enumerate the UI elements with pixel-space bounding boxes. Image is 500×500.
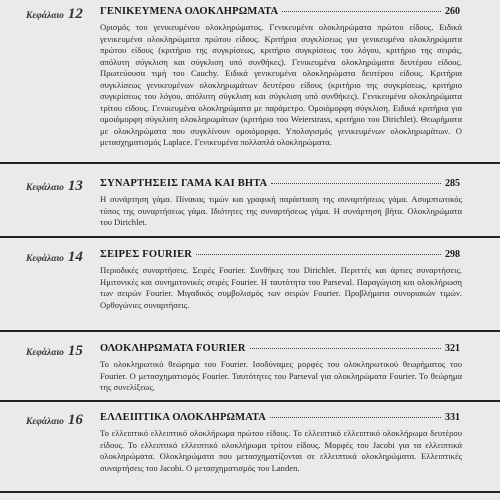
chapter-title: ΕΛΛΕΙΠΤΙΚΑ ΟΛΟΚΛΗΡΩΜΑΤΑ	[100, 412, 267, 423]
chapter-summary: Το ολοκληρωτικό θεώρημα του Fourier. Ισοδύναμες μορφές του ολοκληρωτικού θεωρήματος του Fourier. Ο μετασχηματισμός Fourier. Ταυτότητες του Parseval για ολοκληρώματα Fourier. Το θεώρημα της συνελίξεως.	[100, 359, 462, 392]
chapter-title: ΓΕΝΙΚΕΥΜΕΝΑ ΟΛΟΚΛΗΡΩΜΑΤΑ	[100, 6, 279, 17]
chapter-number: 12	[67, 6, 83, 22]
section-divider	[0, 400, 500, 402]
chapter-label	[26, 6, 83, 23]
section-divider	[0, 162, 500, 164]
chapter-summary: Η συνάρτηση γάμα. Πίνακας τιμών και γραφική παράσταση της συναρτήσεως γάμα. Ασυμπτωτικός τύπος της συναρτήσεως γάμα. Ιδιότητες της συναρτήσεως γάμα. Η συνάρτηση βήτα. Ολοκληρώματα του Dirichlet.	[100, 194, 462, 227]
chapter-label	[26, 343, 83, 360]
chapter-title: ΟΛΟΚΛΗΡΩΜΑΤΑ FOURIER	[100, 343, 246, 354]
chapter-number: 13	[67, 178, 83, 194]
chapter-summary: Το ελλειπτικό ελλειπτικό ολοκλήρωμα πρώτου είδους. Το ελλειπτικό ελλειπτικό ολοκλήρωμα δευτέρου είδους. Το ελλειπτικό ελλειπτικό ολοκλήρωμα τρίτου είδους. Μορφές του Jacobi για τα ελλειπτικά ολοκληρώματα. Ολοκληρώματα που μετασχηματίζονται σε ελλειπτικά ολοκληρώματα. Ελλειπτικές συναρτήσεις του Jacobi. Ο μετασχηματισμός του Landen.	[100, 428, 462, 473]
chapter-title-row	[100, 343, 460, 354]
chapter-page-number: 321	[445, 343, 460, 354]
chapter-word: Κεφάλαιο	[26, 254, 64, 264]
chapter-summary: Περιοδικές συναρτήσεις. Σειρές Fourier. Συνθήκες του Dirichlet. Περιττές και άρτιες συναρτήσεις. Ημιτονικές και συνημιτονικές σειρές Fourier. Η ταυτότητα του Parseval. Παραγώγιση και ολοκλήρωση των σειρών Fourier. Μιγαδικός συμβολισμός των σειρών Fourier. Προβλήματα συνοριακών τιμών. Ορθογώνιες συναρτήσεις.	[100, 265, 462, 310]
chapter-number: 16	[67, 412, 83, 428]
chapter-page-number: 285	[445, 178, 460, 189]
chapter-label	[26, 412, 83, 429]
chapter-page-number: 331	[445, 412, 460, 423]
chapter-word: Κεφάλαιο	[26, 183, 64, 193]
chapter-title: ΣΥΝΑΡΤΗΣΕΙΣ ΓΑΜΑ ΚΑΙ ΒΗΤΑ	[100, 178, 268, 189]
chapter-page-number: 260	[445, 6, 460, 17]
chapter-word: Κεφάλαιο	[26, 417, 64, 427]
chapter-title-row	[100, 6, 460, 17]
section-divider	[0, 491, 500, 493]
leader-dots	[271, 183, 441, 184]
chapter-number: 15	[67, 343, 83, 359]
chapter-title: ΣΕΙΡΕΣ FOURIER	[100, 249, 193, 260]
section-divider	[0, 236, 500, 238]
chapter-number: 14	[67, 249, 83, 265]
leader-dots	[282, 11, 441, 12]
chapter-label	[26, 178, 83, 195]
chapter-title-row	[100, 249, 460, 260]
chapter-word: Κεφάλαιο	[26, 348, 64, 358]
chapter-word: Κεφάλαιο	[26, 11, 64, 21]
chapter-summary: Ορισμός του γενικευμένου ολοκληρώματος. Γενικευμένα ολοκληρώματα πρώτου είδους. Ειδικά γενικευμένα ολοκληρώματα πρώτου είδους. Κριτήρια συγκλίσεως για γενικευμένα ολοκληρώματα πρώτου είδους (κριτήριο της συγκρίσεως, κριτήριο συγκρίσεως του λόγου, κριτήριο της σειράς, απόλυτη σύγκλιση και σύγκλιση υπό συνθήκες). Γενικευμένα ολοκληρώματα δευτέρου είδους. Πρωτεύουσα τιμή του Cauchy. Ειδικά γενικευμένα ολοκληρώματα δευτέρου είδους. Κριτήρια συγκλίσεως γενικευμένων ολοκληρωμάτων δευτέρου είδους (κριτήριο της συγκρίσεως, κριτήριο συγκρίσεως του λόγου, απόλυτη σύγκλιση και σύγκλιση υπό συνθήκες). Γενικευμένα ολοκληρώματα τρίτου είδους. Γενικευμένα ολοκληρώματα με παράμετρο. Ομοιόμορφη σύγκλιση. Ειδικά κριτήρια για ομοιόμορφη σύγκλιση ολοκληρωμάτων (κριτήριο του Weierstrass, κριτήριο του Dirichlet). Θεωρήματα με ολοκληρώματα που συγκλίνουν ομοιόμορφα. Υπολογισμός γενικευμένων ολοκληρωμάτων. Ο μετασχηματισμός Laplace. Γενικευμένα πολλαπλά ολοκληρώματα.	[100, 22, 462, 147]
chapter-label	[26, 249, 83, 266]
chapter-page-number: 298	[445, 249, 460, 260]
chapter-title-row	[100, 412, 460, 423]
leader-dots	[270, 417, 441, 418]
leader-dots	[196, 254, 441, 255]
section-divider	[0, 330, 500, 332]
chapter-title-row	[100, 178, 460, 189]
leader-dots	[250, 348, 441, 349]
